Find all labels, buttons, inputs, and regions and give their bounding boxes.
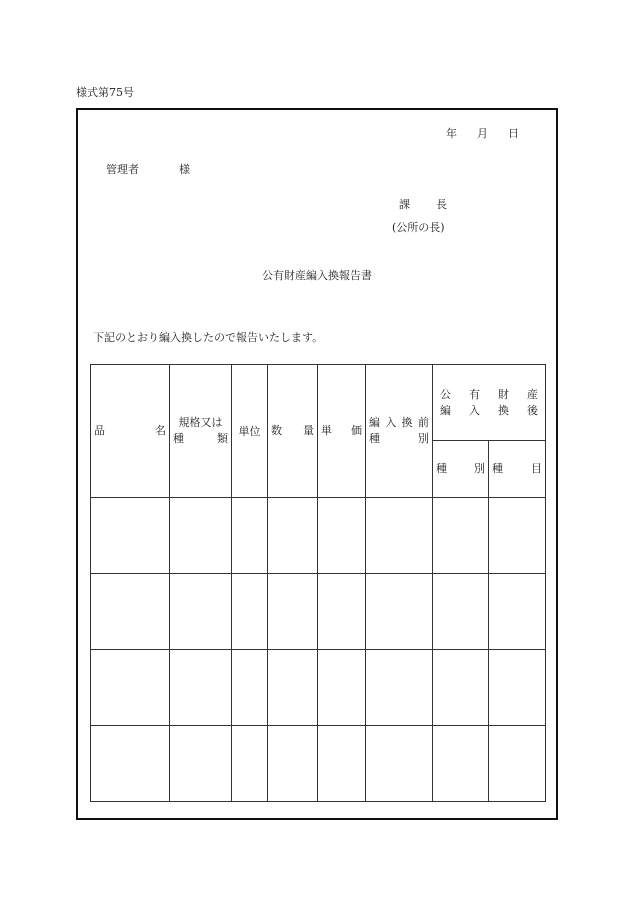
report-form-frame xyxy=(76,108,558,820)
cell-item-name[interactable] xyxy=(91,650,170,726)
cell-quantity[interactable] xyxy=(268,650,318,726)
cell-unit[interactable] xyxy=(232,498,268,574)
cell-after-type[interactable] xyxy=(433,726,489,802)
header-after-subcategory: 種 目 xyxy=(489,441,546,498)
date-year-label: 年 xyxy=(446,127,457,140)
cell-spec[interactable] xyxy=(170,498,232,574)
table-row xyxy=(91,498,546,574)
date-month-label: 月 xyxy=(477,127,488,140)
table-row xyxy=(91,726,546,802)
addressee-honorific: 様 xyxy=(179,163,190,176)
sender-cho: 長 xyxy=(436,198,447,211)
cell-after-subcategory[interactable] xyxy=(489,498,546,574)
cell-unit[interactable] xyxy=(232,574,268,650)
header-after-category: 公 有 財 産 編 入 換 後 xyxy=(433,365,546,441)
cell-before-category[interactable] xyxy=(366,650,433,726)
report-message: 下記のとおり編入換したので報告いたします。 xyxy=(93,331,324,344)
cell-after-type[interactable] xyxy=(433,498,489,574)
header-after-type: 種 別 xyxy=(433,441,489,498)
cell-item-name[interactable] xyxy=(91,574,170,650)
cell-after-subcategory[interactable] xyxy=(489,650,546,726)
cell-item-name[interactable] xyxy=(91,498,170,574)
cell-spec[interactable] xyxy=(170,726,232,802)
table-row xyxy=(91,574,546,650)
cell-after-subcategory[interactable] xyxy=(489,726,546,802)
header-item-name: 品 名 xyxy=(91,365,170,498)
cell-unit-price[interactable] xyxy=(318,726,366,802)
cell-after-type[interactable] xyxy=(433,650,489,726)
cell-before-category[interactable] xyxy=(366,726,433,802)
header-before-category: 編 入 換 前 種 別 xyxy=(366,365,433,498)
sender-title xyxy=(399,196,447,212)
cell-unit-price[interactable] xyxy=(318,650,366,726)
form-number: 様式第75号 xyxy=(76,86,134,99)
cell-quantity[interactable] xyxy=(268,574,318,650)
addressee-name: 管理者 xyxy=(106,163,139,176)
cell-quantity[interactable] xyxy=(268,498,318,574)
sender-ka: 課 xyxy=(399,198,410,211)
date-line xyxy=(446,125,519,141)
cell-unit[interactable] xyxy=(232,650,268,726)
cell-quantity[interactable] xyxy=(268,726,318,802)
table-header-row xyxy=(91,365,546,441)
asset-transfer-table xyxy=(90,364,546,802)
cell-unit-price[interactable] xyxy=(318,574,366,650)
header-unit: 単位 xyxy=(232,365,268,498)
cell-unit[interactable] xyxy=(232,726,268,802)
header-quantity: 数 量 xyxy=(268,365,318,498)
cell-before-category[interactable] xyxy=(366,498,433,574)
cell-item-name[interactable] xyxy=(91,726,170,802)
date-day-label: 日 xyxy=(508,127,519,140)
cell-spec[interactable] xyxy=(170,574,232,650)
cell-spec[interactable] xyxy=(170,650,232,726)
sender-note: (公所の長) xyxy=(392,221,445,234)
header-spec: 規格又は 種 類 xyxy=(170,365,232,498)
cell-after-type[interactable] xyxy=(433,574,489,650)
header-unit-price: 単 価 xyxy=(318,365,366,498)
cell-unit-price[interactable] xyxy=(318,498,366,574)
cell-before-category[interactable] xyxy=(366,574,433,650)
addressee-line xyxy=(106,161,190,177)
document-title: 公有財産編入換報告書 xyxy=(262,269,372,282)
table-row xyxy=(91,650,546,726)
cell-after-subcategory[interactable] xyxy=(489,574,546,650)
